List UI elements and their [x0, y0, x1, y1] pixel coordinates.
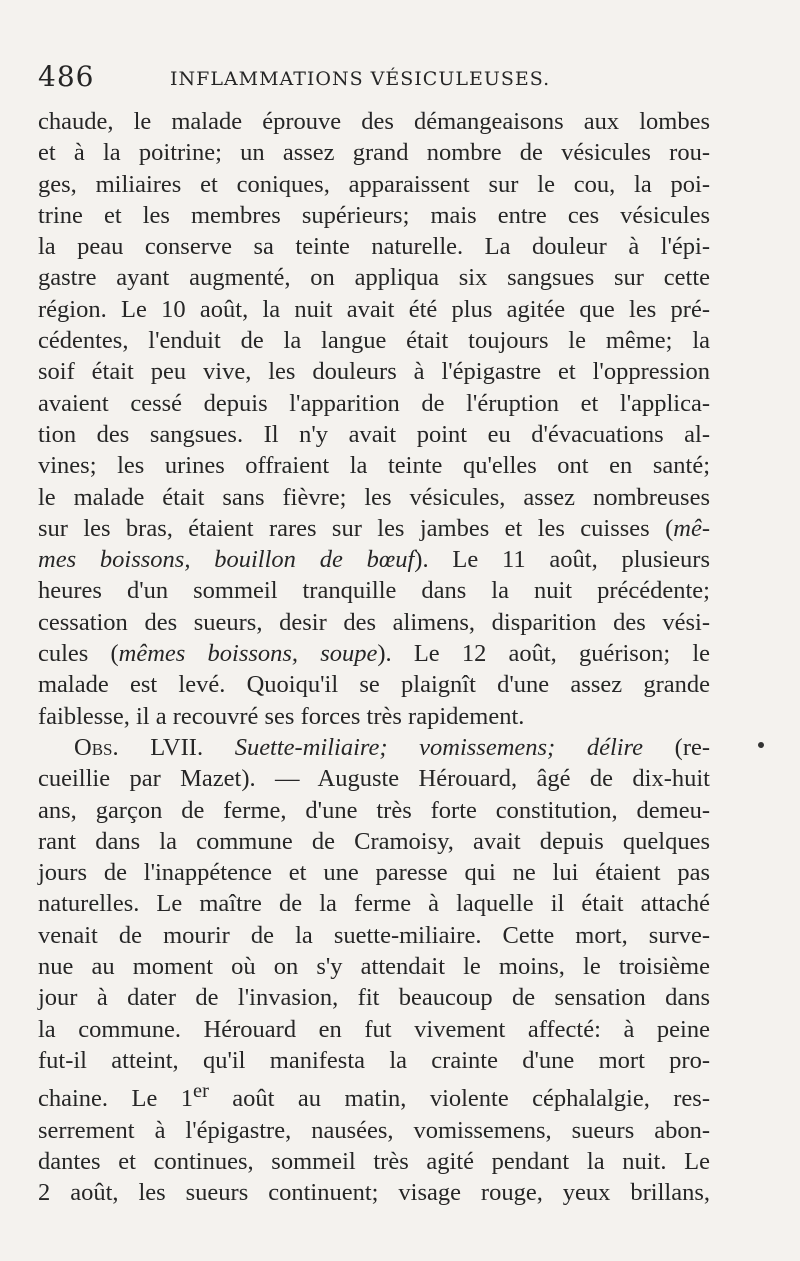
text-segment: (re- — [674, 733, 711, 761]
observation-title: Suette-miliaire; vomissemens; délire — [234, 733, 644, 761]
paragraph-observation-57 — [38, 732, 710, 1209]
ink-speck — [758, 742, 764, 748]
text-line: faiblesse, il a recouvré ses forces très rapidement. — [38, 702, 525, 730]
superscript: er — [193, 1080, 209, 1103]
body-text — [38, 106, 710, 1209]
text-line: heures d'un sommeil tranquille dans la nuit précédente; — [38, 577, 710, 605]
text-line — [38, 1076, 710, 1114]
text-segment: sur les bras, étaient rares sur les jambes et les cuisses ( — [38, 514, 674, 542]
text-line: cueillie par Mazet). — Auguste Hérouard, âgé de dix-huit — [38, 765, 710, 793]
text-segment: ). Le 12 août, guérison; le — [377, 640, 710, 668]
page-number: 486 — [38, 60, 95, 93]
text-line: cédentes, l'enduit de la langue était toujours le même; la — [38, 327, 710, 355]
italic-segment: mêmes boissons, soupe — [118, 640, 378, 668]
text-line — [38, 513, 710, 544]
text-segment: chaine. Le 1 — [38, 1085, 194, 1113]
observation-label: Obs. LVII. — [74, 733, 204, 761]
text-line: ges, miliaires et coniques, apparaissent sur le cou, la poi- — [38, 170, 710, 198]
running-title: INFLAMMATIONS VÉSICULEUSES. — [170, 68, 551, 90]
text-line: gastre ayant augmenté, on appliqua six sangsues sur cette — [38, 264, 710, 292]
text-line: venait de mourir de la suette-miliaire. Cette mort, surve- — [38, 921, 710, 949]
text-line: ans, garçon de ferme, d'une très forte constitution, demeu- — [38, 796, 710, 824]
text-line: vines; les urines offraient la teinte qu'elles ont en santé; — [38, 452, 710, 480]
text-line: cessation des sueurs, desir des alimens, disparition des vési- — [38, 608, 710, 636]
text-line: avaient cessé depuis l'apparition de l'éruption et l'applica- — [38, 389, 710, 417]
text-line: dantes et continues, sommeil très agité pendant la nuit. Le — [38, 1147, 710, 1175]
text-segment: août au matin, violente céphalalgie, res- — [208, 1085, 710, 1113]
text-line: trine et les membres supérieurs; mais entre ces vésicules — [38, 201, 710, 229]
text-line: fut-il atteint, qu'il manifesta la crainte d'une mort pro- — [38, 1046, 710, 1074]
text-line: nue au moment où on s'y attendait le moins, le troisième — [38, 953, 710, 981]
italic-segment: mê- — [673, 514, 710, 542]
paragraph-case-continuation — [38, 106, 710, 732]
text-line: serrement à l'épigastre, nausées, vomissemens, sueurs abon- — [38, 1116, 710, 1144]
text-segment: cules ( — [38, 640, 119, 668]
italic-segment: mes boissons, bouillon de bœuf — [38, 546, 415, 574]
text-line: et à la poitrine; un assez grand nombre de vésicules rou- — [38, 139, 710, 167]
text-line: 2 août, les sueurs continuent; visage rouge, yeux brillans, — [38, 1179, 710, 1207]
text-line — [38, 544, 710, 575]
text-line: tion des sangsues. Il n'y avait point eu d'évacuations al- — [38, 420, 710, 448]
text-line: la commune. Hérouard en fut vivement affecté: à peine — [38, 1015, 710, 1043]
text-line: le malade était sans fièvre; les vésicules, assez nombreuses — [38, 483, 710, 511]
text-line: région. Le 10 août, la nuit avait été plus agitée que les pré- — [38, 295, 710, 323]
text-line — [38, 638, 710, 669]
text-line: rant dans la commune de Cramoisy, avait depuis quelques — [38, 827, 710, 855]
text-line: naturelles. Le maître de la ferme à laquelle il était attaché — [38, 890, 710, 918]
text-line — [38, 732, 710, 763]
text-line: soif était peu vive, les douleurs à l'épigastre et l'oppression — [38, 358, 710, 386]
text-line: jour à dater de l'invasion, fit beaucoup de sensation dans — [38, 984, 710, 1012]
text-line: malade est levé. Quoiqu'il se plaignît d'une assez grande — [38, 671, 710, 699]
text-line: la peau conserve sa teinte naturelle. La douleur à l'épi- — [38, 233, 710, 261]
text-line: chaude, le malade éprouve des démangeaisons aux lombes — [38, 108, 710, 135]
running-head — [38, 60, 710, 106]
text-segment: ). Le 11 août, plusieurs — [414, 546, 710, 574]
text-line: jours de l'inappétence et une paresse qui ne lui étaient pas — [38, 859, 710, 887]
